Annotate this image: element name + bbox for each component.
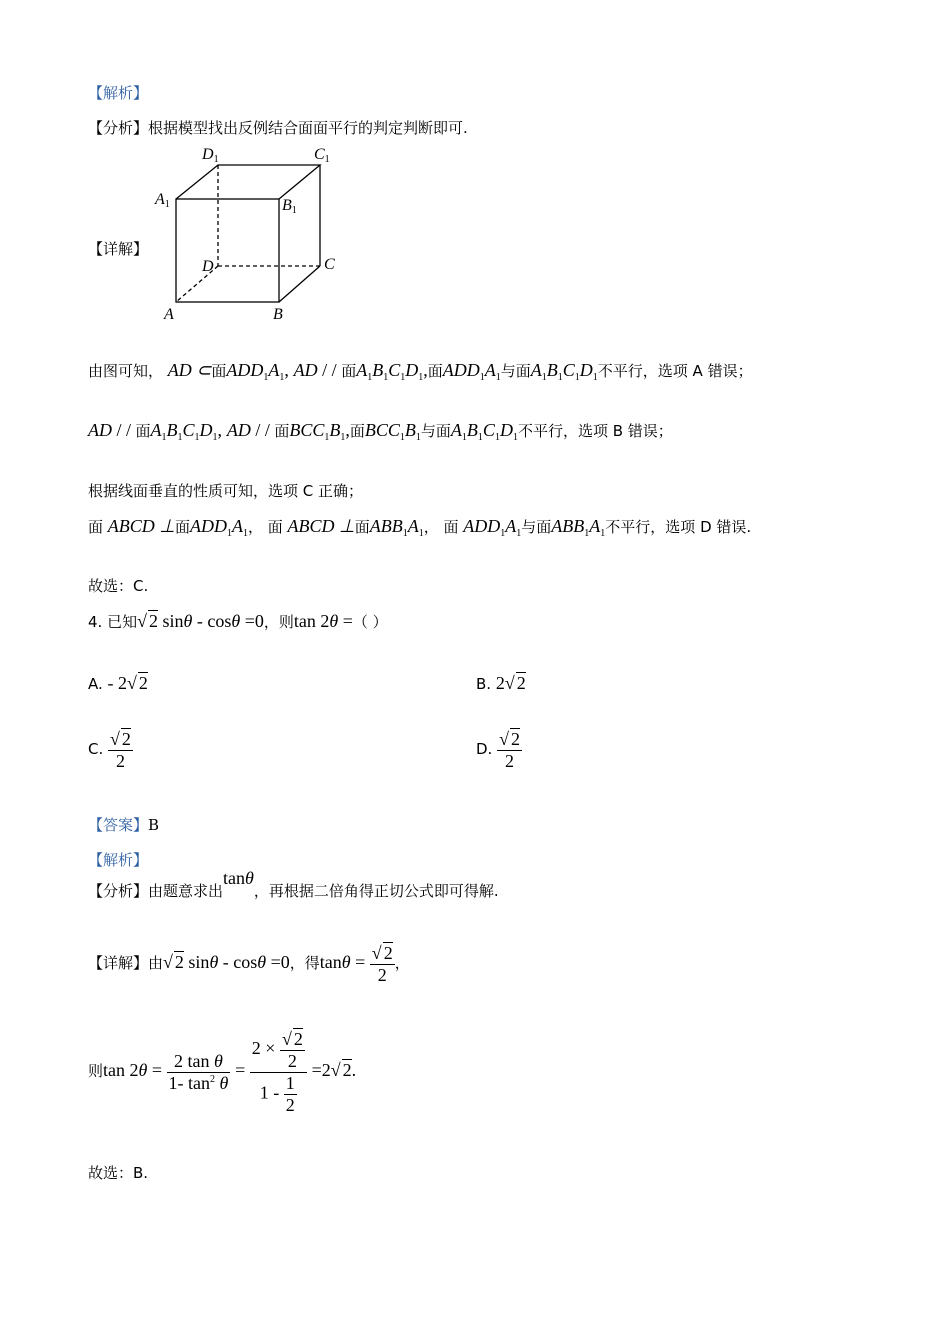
fenxi-label: 【分析】: [88, 119, 149, 137]
label-D: D: [202, 258, 214, 275]
xiangjie-label: 【详解】: [88, 240, 149, 258]
svg-text:C1: C1: [314, 146, 330, 165]
cube-figure: [150, 140, 350, 330]
label-D1: D: [202, 146, 214, 163]
option-c[interactable]: C. $\frac{√ 2}{2}$: [88, 729, 131, 771]
option-b[interactable]: B. 2√ 2: [476, 673, 526, 693]
label-C: C: [324, 256, 335, 273]
fenxi-line: [88, 117, 468, 138]
label-C1: C: [314, 146, 325, 163]
fenxi-text: 根据模型找出反例结合面面平行的判定判断即可.: [148, 119, 468, 137]
jiexi-heading: 【解析】: [88, 84, 149, 102]
reason-line-d: 面 ABCD ⊥面$ADD_1A_1$， 面 ABCD ⊥面$ABB_1A_1$， 面 $ADD_1A_1$与面$ABB_1A_1$不平行，选项 D 错误.: [88, 516, 752, 539]
svg-text:D1: D1: [202, 146, 219, 165]
label-B: B: [273, 306, 283, 323]
answer-value: B: [148, 816, 160, 834]
line1-end: 不平行，选项 A 错误；: [597, 362, 753, 380]
q4-fenxi: 【分析】由题意求出tanθ，再根据二倍角得正切公式即可得解.: [88, 868, 499, 900]
q4-conclusion: 故选：B.: [88, 1164, 149, 1182]
q4-xiangjie: 【详解】由√ 2 sinθ - cosθ =0，得tanθ = $\frac{√ 2}{2}$ ，: [88, 943, 410, 985]
option-d[interactable]: D. $\frac{√ 2}{2}$: [476, 729, 520, 771]
label-A1: A: [155, 191, 165, 208]
line4-end: 不平行，选项 D 错误.: [605, 518, 752, 536]
label-B1: B: [282, 197, 292, 214]
q3-conclusion: 故选：C.: [88, 577, 149, 595]
answer-line: 【答案】B: [88, 816, 160, 834]
reason-line-a: 由图可知， AD ⊂面$ADD_1A_1$, AD / / 面$A_1B_1C_1D_1$,面$ADD_1A_1$与面$A_1B_1C_1D_1$不平行，选项 A 错误；: [88, 360, 753, 383]
svg-text:B1: B1: [282, 197, 297, 216]
line1-prefix: 由图可知，: [88, 362, 164, 380]
reason-line-c: 根据线面垂直的性质可知，选项 C 正确；: [88, 482, 364, 500]
q4-stem: 4. 已知√ 2 sinθ - cosθ =0，则tan 2θ =（ ）: [88, 611, 388, 631]
label-A: A: [164, 306, 174, 323]
line2-end: 不平行，选项 B 错误；: [517, 422, 673, 440]
q4-derivation: 则tan 2θ = $\frac{\text{2 tan θ}}{1- \tan^2 \theta}$ = 2 × $\frac{√ 2}{2}$ 1 - $\frac{1}{2}$ =2√ 2.: [88, 1029, 357, 1115]
svg-text:A1: A1: [155, 191, 170, 210]
q4-jiexi: 【解析】: [88, 851, 149, 869]
option-a[interactable]: A. - 2√ 2: [88, 673, 148, 693]
reason-line-b: AD / / 面$A_1B_1C_1D_1$, AD / / 面$BCC_1B_1$,面$BCC_1B_1$与面$A_1B_1C_1D_1$不平行，选项 B 错误；: [88, 420, 673, 443]
